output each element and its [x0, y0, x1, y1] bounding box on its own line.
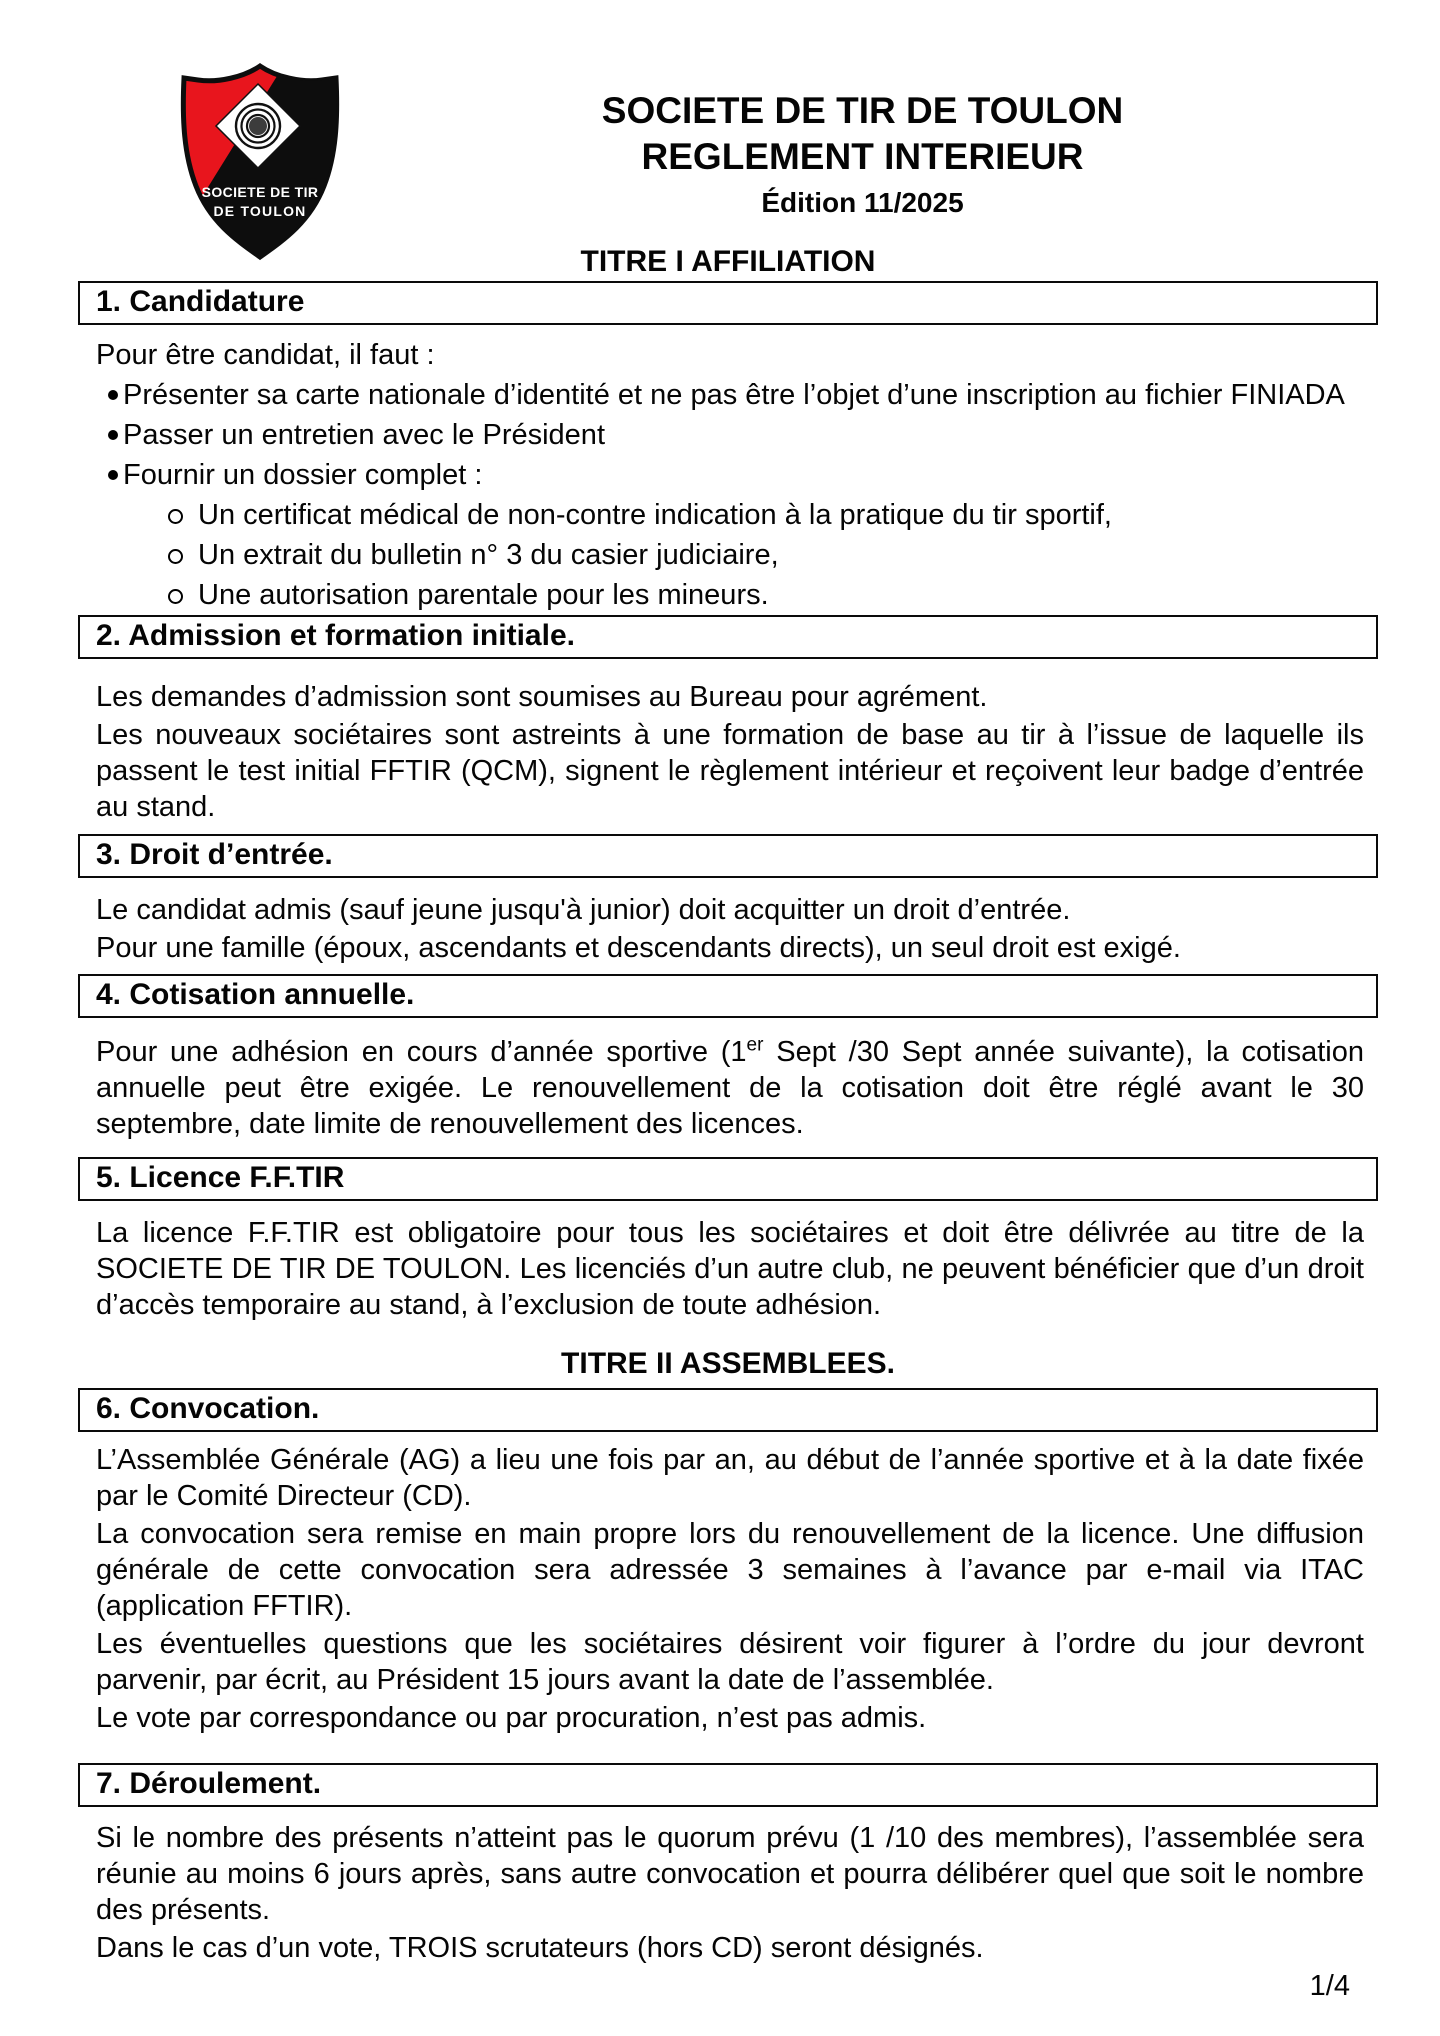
title-titre-2: TITRE II ASSEMBLEES. — [561, 1347, 895, 1380]
section-body-1 — [78, 337, 1378, 615]
title-titre-1: TITRE I AFFILIATION — [580, 245, 876, 278]
bullet-dot-icon — [108, 390, 118, 400]
paragraph: Les nouveaux sociétaires sont astreints à une formation de base au tir à l’issue de laquelle ils passent le test initial FFTIR (QCM), signent le règlement intérieur et reçoivent leur badge d’entrée au stand. — [96, 719, 1364, 823]
header-spacer — [78, 0, 1378, 245]
section-heading-1: 1. Candidature — [78, 281, 1378, 325]
bullet-item — [96, 455, 1364, 495]
section-heading-7: 7. Déroulement. — [78, 1763, 1378, 1807]
bullet-dot-icon — [108, 430, 118, 440]
paragraph: Si le nombre des présents n’atteint pas le quorum prévu (1 /10 des membres), l’assemblée sera réunie au moins 6 jours après, sans autre convocation et pourra délibérer quel que soit le nombre des présents. — [96, 1822, 1364, 1926]
paragraph — [96, 1034, 1364, 1142]
paragraph-text: Sept /30 Sept année suivante), la cotisation annuelle peut être exigée. Le renouvellement de la cotisation doit être réglé avant le 30 septembre, date limite de renouvellement des licences. — [96, 1036, 1365, 1140]
section-body-3 — [78, 892, 1378, 966]
paragraph: Le vote par correspondance ou par procuration, n’est pas admis. — [96, 1702, 927, 1734]
section1-intro: Pour être candidat, il faut : — [96, 339, 435, 371]
document-subtitle: REGLEMENT INTERIEUR — [641, 136, 1084, 177]
section-heading-3: 3. Droit d’entrée. — [78, 834, 1378, 878]
paragraph: L’Assemblée Générale (AG) a lieu une fois par an, au début de l’année sportive et à la date fixée par le Comité Directeur (CD). — [96, 1444, 1364, 1512]
section-heading-6: 6. Convocation. — [78, 1388, 1378, 1432]
section-body-7 — [78, 1820, 1378, 1966]
paragraph: La licence F.F.TIR est obligatoire pour tous les sociétaires et doit être délivrée au titre de la SOCIETE DE TIR DE TOULON. Les licenciés d’un autre club, ne peuvent bénéficier que d’un droit d’accès temporaire au stand, à l’exclusion de toute adhésion. — [96, 1217, 1364, 1321]
bullet-text: Passer un entretien avec le Président — [123, 419, 605, 451]
circle-bullet-icon — [168, 509, 183, 524]
logo-text-line2: DE TOULON — [213, 203, 307, 219]
section-heading-5: 5. Licence F.F.TIR — [78, 1157, 1378, 1201]
sub-bullet-text: Un certificat médical de non-contre indication à la pratique du tir sportif, — [198, 499, 1112, 531]
bullet-item — [96, 375, 1364, 415]
section-heading-4: 4. Cotisation annuelle. — [78, 974, 1378, 1018]
bullet-dot-icon — [108, 470, 118, 480]
edition-label: Édition 11/2025 — [761, 187, 964, 218]
paragraph: Pour une famille (époux, ascendants et descendants directs), un seul droit est exigé. — [96, 932, 1181, 964]
section-body-5 — [78, 1215, 1378, 1323]
section-body-4 — [78, 1034, 1378, 1142]
logo-text-line1: SOCIETE DE TIR — [201, 184, 319, 200]
circle-bullet-icon — [168, 549, 183, 564]
bullet-item — [96, 415, 1364, 455]
document-title: SOCIETE DE TIR DE TOULON — [601, 90, 1124, 131]
sub-bullet-text: Une autorisation parentale pour les mineurs. — [198, 579, 769, 611]
paragraph: Dans le cas d’un vote, TROIS scrutateurs (hors CD) seront désignés. — [96, 1932, 984, 1964]
paragraph: La convocation sera remise en main propre lors du renouvellement de la licence. Une diffusion générale de cette convocation sera adressée 3 semaines à l’avance par e-mail via ITAC (application FFTIR). — [96, 1518, 1364, 1622]
paragraph-text: Pour une adhésion en cours d’année sportive (1 — [96, 1036, 747, 1068]
section-heading-2: 2. Admission et formation initiale. — [78, 615, 1378, 659]
sub-bullet-item — [96, 535, 1364, 575]
bullet-text: Fournir un dossier complet : — [123, 459, 483, 491]
paragraph: Le candidat admis (sauf jeune jusqu'à junior) doit acquitter un droit d’entrée. — [96, 894, 1071, 926]
section-body-6 — [78, 1442, 1378, 1736]
paragraph: Les demandes d’admission sont soumises au Bureau pour agrément. — [96, 681, 988, 713]
paragraph: Les éventuelles questions que les sociétaires désirent voir figurer à l’ordre du jour devront parvenir, par écrit, au Président 15 jours avant la date de l’assemblée. — [96, 1628, 1364, 1696]
sub-bullet-item — [96, 495, 1364, 535]
superscript-er: er — [746, 1034, 764, 1056]
sub-bullet-item — [96, 575, 1364, 615]
page-number: 1/4 — [1309, 1970, 1350, 2002]
document-body — [78, 0, 1378, 2004]
sub-bullet-text: Un extrait du bulletin n° 3 du casier judiciaire, — [198, 539, 779, 571]
bullet-text: Présenter sa carte nationale d’identité et ne pas être l’objet d’une inscription au fichier FINIADA — [123, 379, 1345, 411]
section-body-2 — [78, 679, 1378, 825]
circle-bullet-icon — [168, 589, 183, 604]
